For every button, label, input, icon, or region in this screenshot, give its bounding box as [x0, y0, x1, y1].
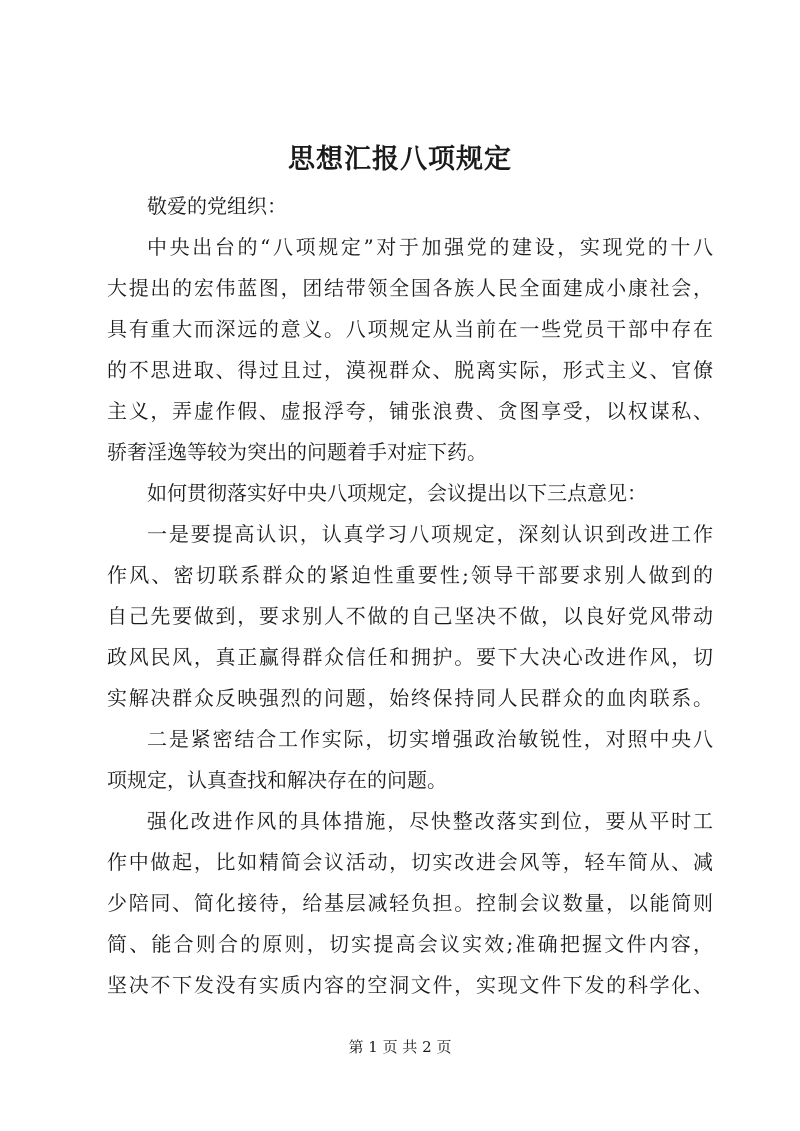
paragraph-line: 实解决群众反映强烈的问题，始终保持同人民群众的血肉联系。	[107, 686, 713, 710]
paragraph-line: 政风民风，真正赢得群众信任和拥护。要下大决心改进作风，切	[107, 645, 713, 669]
paragraph-line: 一是要提高认识，认真学习八项规定，深刻认识到改进工作	[147, 522, 713, 546]
paragraph-line: 大提出的宏伟蓝图，团结带领全国各族人民全面建成小康社会，	[107, 276, 713, 300]
paragraph-line: 如何贯彻落实好中央八项规定，会议提出以下三点意见：	[147, 481, 647, 505]
paragraph-line: 具有重大而深远的意义。八项规定从当前在一些党员干部中存在	[107, 317, 713, 341]
paragraph-line: 作中做起，比如精简会议活动，切实改进会风等，轻车简从、减	[107, 850, 713, 874]
paragraph-line: 项规定，认真查找和解决存在的问题。	[107, 768, 447, 792]
document-title: 思想汇报八项规定	[288, 144, 512, 175]
paragraph-line: 中央出台的“八项规定”对于加强党的建设，实现党的十八	[147, 235, 713, 259]
paragraph-line: 二是紧密结合工作实际，切实增强政治敏锐性，对照中央八	[147, 727, 713, 751]
paragraph-line: 坚决不下发没有实质内容的空洞文件，实现文件下发的科学化、	[107, 973, 713, 997]
paragraph-line: 强化改进作风的具体措施，尽快整改落实到位，要从平时工	[147, 809, 713, 833]
paragraph-line: 的不思进取、得过且过，漠视群众、脱离实际，形式主义、官僚	[107, 358, 713, 382]
document-body	[107, 186, 713, 1006]
page-footer: 第 1 页 共 2 页	[348, 1038, 452, 1056]
paragraph-line: 少陪同、简化接待，给基层减轻负担。控制会议数量，以能简则	[107, 891, 713, 915]
paragraph-line: 自己先要做到，要求别人不做的自己坚决不做，以良好党风带动	[107, 604, 713, 628]
paragraph-line: 简、能合则合的原则，切实提高会议实效;准确把握文件内容，	[107, 932, 713, 956]
paragraph-line: 作风、密切联系群众的紧迫性重要性;领导干部要求别人做到的	[107, 563, 713, 587]
paragraph-line: 主义，弄虚作假、虚报浮夸，铺张浪费、贪图享受，以权谋私、	[107, 399, 713, 423]
paragraph-line: 骄奢淫逸等较为突出的问题着手对症下药。	[107, 440, 487, 464]
salutation-line: 敬爱的党组织：	[147, 194, 287, 218]
